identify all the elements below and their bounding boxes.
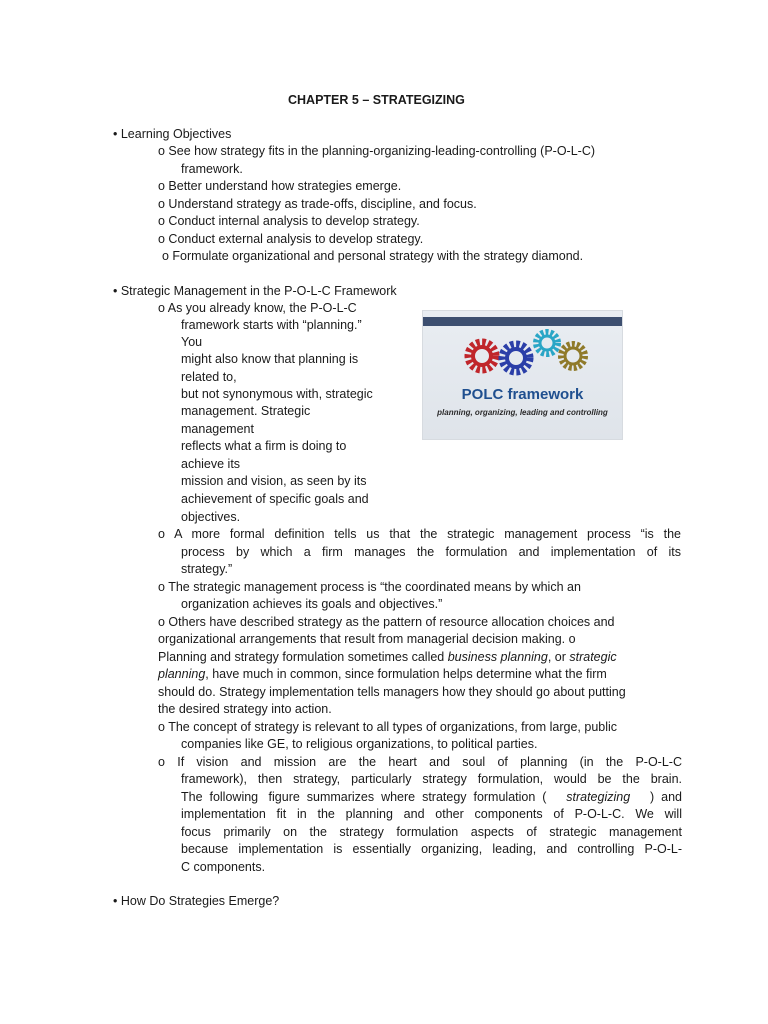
objective-line: o See how strategy fits in the planning-organizing-leading-controlling (P-O-L-C) xyxy=(158,144,596,158)
gear-icon xyxy=(502,344,530,372)
paragraph-line: organizational arrangements that result from managerial decision making. o xyxy=(158,632,576,646)
chapter-title: CHAPTER 5 – STRATEGIZING xyxy=(288,93,465,107)
figure-subtitle: planning, organizing, leading and controlling xyxy=(437,408,608,417)
paragraph-line: implementation fit in the planning and other components of P-O-L-C. We will xyxy=(181,807,682,821)
column-line: related to, xyxy=(181,370,237,384)
column-line: You xyxy=(181,335,203,349)
paragraph-line: o A more formal definition tells us that the strategic management process “is the xyxy=(158,527,681,541)
column-line: o As you already know, the P-O-L-C xyxy=(158,301,357,315)
objective-line: framework. xyxy=(181,162,243,176)
objective-line: o Better understand how strategies emerge. xyxy=(158,179,402,193)
text-run: ) and xyxy=(650,790,682,804)
column-line: framework starts with “planning.” xyxy=(181,318,362,332)
paragraph-line: o Others have described strategy as the pattern of resource allocation choices and xyxy=(158,615,615,629)
italic-term: planning xyxy=(158,667,206,681)
paragraph-line: framework), then strategy, particularly strategy formulation, would be the brain. xyxy=(181,772,682,786)
objective-line: o Conduct internal analysis to develop strategy. xyxy=(158,214,420,228)
column-line: might also know that planning is xyxy=(181,352,359,366)
gear-icon xyxy=(468,342,496,370)
text-run: , or xyxy=(547,650,570,664)
italic-term: strategic xyxy=(569,650,617,664)
paragraph-line: the desired strategy into action. xyxy=(158,702,332,716)
paragraph-line: o The strategic management process is “the coordinated means by which an xyxy=(158,580,581,594)
paragraph-line: o If vision and mission are the heart and soul of planning (in the P-O-L-C xyxy=(158,755,682,769)
gears-graphic xyxy=(423,311,622,439)
paragraph-line: organization achieves its goals and objectives.” xyxy=(181,597,443,611)
gear-icon xyxy=(536,332,558,354)
paragraph-line xyxy=(181,789,682,807)
italic-term: strategizing xyxy=(566,790,631,804)
paragraph-line: C components. xyxy=(181,860,266,874)
paragraph-line: o The concept of strategy is relevant to all types of organizations, from large, public xyxy=(158,720,618,734)
objective-line: o Understand strategy as trade-offs, discipline, and focus. xyxy=(158,197,477,211)
column-line: objectives. xyxy=(181,510,241,524)
polc-framework-figure xyxy=(422,310,623,440)
column-line: achieve its xyxy=(181,457,241,471)
paragraph-line: because implementation is essentially organizing, leading, and controlling P-O-L- xyxy=(181,842,682,856)
text-run: , have much in common, since formulation helps determine what the firm xyxy=(205,667,607,681)
italic-term: business planning xyxy=(447,650,548,664)
paragraph-line: focus primarily on the strategy formulation aspects of strategic management xyxy=(181,825,682,839)
section-heading-how-strategies-emerge: • How Do Strategies Emerge? xyxy=(113,894,280,908)
section-heading-learning-objectives: • Learning Objectives xyxy=(113,127,232,141)
paragraph-line: companies like GE, to religious organizations, to political parties. xyxy=(181,737,538,751)
column-line: mission and vision, as seen by its xyxy=(181,474,367,488)
text-run: The following figure summarizes where strategy formulation ( xyxy=(181,790,547,804)
paragraph-line: strategy.” xyxy=(181,562,233,576)
paragraph-line: process by which a firm manages the formulation and implementation of its xyxy=(181,545,681,559)
section-heading-strategic-management: • Strategic Management in the P-O-L-C Framework xyxy=(113,284,397,298)
figure-title: POLC framework xyxy=(461,386,584,403)
objective-line: o Conduct external analysis to develop strategy. xyxy=(158,232,424,246)
paragraph-line xyxy=(158,649,617,667)
column-line: achievement of specific goals and xyxy=(181,492,369,506)
column-line: but not synonymous with, strategic xyxy=(181,387,373,401)
gear-icon xyxy=(561,344,585,368)
column-line: reflects what a firm is doing to xyxy=(181,439,347,453)
paragraph-line: should do. Strategy implementation tells managers how they should go about putting xyxy=(158,685,626,699)
column-line: management. Strategic xyxy=(181,404,311,418)
objective-line: o Formulate organizational and personal strategy with the strategy diamond. xyxy=(162,249,584,263)
column-line: management xyxy=(181,422,254,436)
paragraph-line xyxy=(158,666,607,684)
text-run: Planning and strategy formulation sometimes called xyxy=(158,650,448,664)
